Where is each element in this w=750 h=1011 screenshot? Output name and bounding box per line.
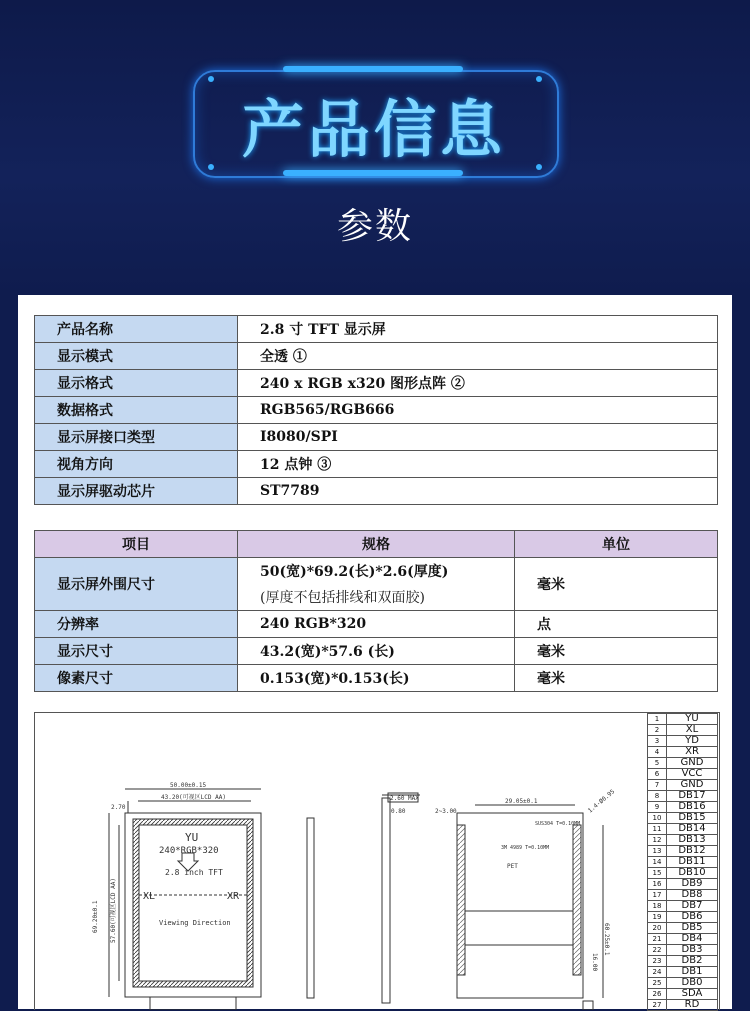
pin-number: 9 — [648, 802, 667, 813]
pin-number: 5 — [648, 758, 667, 769]
screen-label: YU — [185, 831, 199, 844]
thickness-profile — [382, 798, 390, 1003]
pin-row — [648, 967, 718, 978]
pin-row — [648, 780, 718, 791]
pin-number: 23 — [648, 956, 667, 967]
column-header: 规格 — [238, 531, 515, 558]
spec-label: 显示格式 — [35, 370, 238, 397]
spec-value: ST7789 — [238, 478, 718, 505]
dim-text: 43.20(可视区LCD AA) — [161, 794, 226, 801]
dim-item: 显示屏外围尺寸 — [35, 558, 238, 611]
pin-row — [648, 879, 718, 890]
spec-table — [34, 315, 718, 505]
pin-row — [648, 846, 718, 857]
spec-value: RGB565/RGB666 — [238, 397, 718, 424]
pin-row — [648, 945, 718, 956]
pin-number: 26 — [648, 989, 667, 1000]
pin-row — [648, 923, 718, 934]
pin-signal: XL — [667, 725, 718, 736]
spec-value: I8080/SPI — [238, 424, 718, 451]
table-row — [35, 665, 718, 692]
dim-text: 69.20±0.1 — [92, 900, 99, 933]
pin-signal: DB9 — [667, 879, 718, 890]
pin-signal: DB3 — [667, 945, 718, 956]
spec-value: 全透 ① — [238, 343, 718, 370]
dim-unit: 毫米 — [515, 665, 718, 692]
pin-row — [648, 813, 718, 824]
dim-unit: 点 — [515, 611, 718, 638]
content-panel — [18, 295, 732, 1009]
pin-table — [647, 713, 718, 1011]
fpc-tail — [150, 997, 236, 1010]
screen-label: XL — [143, 891, 156, 902]
pin-number: 21 — [648, 934, 667, 945]
pin-signal: RD — [667, 1000, 718, 1011]
pin-signal: GND — [667, 758, 718, 769]
table-row — [35, 638, 718, 665]
pin-signal: DB11 — [667, 857, 718, 868]
dim-text: 29.05±0.1 — [505, 798, 538, 805]
column-header: 单位 — [515, 531, 718, 558]
dim-item: 分辨率 — [35, 611, 238, 638]
table-row — [35, 370, 718, 397]
pin-row — [648, 714, 718, 725]
dim-spec-main: 50(宽)*69.2(长)*2.6(厚度) — [260, 564, 449, 580]
screen-label: 240*RGB*320 — [159, 846, 219, 856]
dim-text: 2~3.00 — [435, 808, 457, 815]
dim-spec — [238, 558, 515, 611]
table-row — [35, 478, 718, 505]
pin-number: 11 — [648, 824, 667, 835]
pin-number: 8 — [648, 791, 667, 802]
spec-value: 240 x RGB x320 图形点阵 ② — [238, 370, 718, 397]
pin-number: 6 — [648, 769, 667, 780]
pin-signal: DB14 — [667, 824, 718, 835]
pin-number: 13 — [648, 846, 667, 857]
pin-signal: DB5 — [667, 923, 718, 934]
page-title: 产品信息 — [241, 93, 506, 166]
screen-label: XR — [227, 891, 240, 902]
spec-label: 显示屏接口类型 — [35, 424, 238, 451]
table-row — [35, 558, 718, 611]
dim-spec: 0.153(宽)*0.153(长) — [238, 665, 515, 692]
side-view-labels — [390, 795, 419, 815]
spec-label: 显示模式 — [35, 343, 238, 370]
dim-text: 60.25±0.1 — [603, 923, 610, 956]
page-subtitle: 参数 — [336, 206, 413, 247]
pin-signal: DB4 — [667, 934, 718, 945]
pin-number: 16 — [648, 879, 667, 890]
pin-number: 15 — [648, 868, 667, 879]
title-glow-top — [283, 66, 463, 72]
side-view — [307, 793, 420, 1003]
table-row — [35, 611, 718, 638]
pin-row — [648, 890, 718, 901]
pin-row — [648, 791, 718, 802]
screen-label: 2.8 inch TFT — [165, 868, 223, 877]
table-row — [35, 424, 718, 451]
dim-unit: 毫米 — [515, 558, 718, 611]
pin-number: 4 — [648, 747, 667, 758]
pin-row — [648, 956, 718, 967]
pin-row — [648, 824, 718, 835]
table-header-row — [35, 531, 718, 558]
pin-row — [648, 835, 718, 846]
pin-number: 19 — [648, 912, 667, 923]
table-row — [35, 397, 718, 424]
spec-value: 2.8 寸 TFT 显示屏 — [238, 316, 718, 343]
dim-unit: 毫米 — [515, 638, 718, 665]
dim-text: 0.80 — [391, 808, 406, 815]
pin-number: 12 — [648, 835, 667, 846]
dim-text: 1.4-Ø0.95 — [586, 788, 617, 815]
drawing-svg — [35, 713, 647, 1010]
pin-number: 3 — [648, 736, 667, 747]
pin-row — [648, 802, 718, 813]
pin-number: 17 — [648, 890, 667, 901]
dim-item: 显示尺寸 — [35, 638, 238, 665]
pin-row — [648, 725, 718, 736]
pin-number: 2 — [648, 725, 667, 736]
spec-value: 12 点钟 ③ — [238, 451, 718, 478]
column-header: 项目 — [35, 531, 238, 558]
pin-row — [648, 989, 718, 1000]
spec-label: 视角方向 — [35, 451, 238, 478]
pin-signal: SDA — [667, 989, 718, 1000]
pin-row — [648, 901, 718, 912]
screen-label: Viewing Direction — [159, 919, 231, 927]
dim-spec-note: (厚度不包括排线和双面胶) — [260, 590, 425, 606]
spec-label: 产品名称 — [35, 316, 238, 343]
table-row — [35, 451, 718, 478]
pin-row — [648, 857, 718, 868]
side-profile — [307, 818, 314, 998]
spec-label: 显示屏驱动芯片 — [35, 478, 238, 505]
dim-spec: 43.2(宽)*57.6 (长) — [238, 638, 515, 665]
pin-number: 22 — [648, 945, 667, 956]
pin-signal: YD — [667, 736, 718, 747]
pin-signal: DB6 — [667, 912, 718, 923]
pin-row — [648, 736, 718, 747]
pin-row — [648, 868, 718, 879]
dim-text: 57.60(可视区LCD AA) — [110, 878, 117, 943]
pin-signal: DB17 — [667, 791, 718, 802]
pin-row — [648, 758, 718, 769]
pin-number: 27 — [648, 1000, 667, 1011]
pin-signal: DB10 — [667, 868, 718, 879]
pin-number: 18 — [648, 901, 667, 912]
title-glow-bottom — [283, 170, 463, 176]
header-banner — [0, 0, 750, 295]
pin-number: 24 — [648, 967, 667, 978]
dim-text: 3M 4989 T=0.10MM — [501, 845, 550, 851]
dim-spec: 240 RGB*320 — [238, 611, 515, 638]
table-row — [35, 343, 718, 370]
dim-text: 2.70 — [111, 804, 126, 811]
dim-text: PET — [507, 863, 518, 870]
pin-signal: DB1 — [667, 967, 718, 978]
pin-signal: DB7 — [667, 901, 718, 912]
pin-signal: YU — [667, 714, 718, 725]
pin-number: 7 — [648, 780, 667, 791]
pin-signal: DB8 — [667, 890, 718, 901]
pin-number: 14 — [648, 857, 667, 868]
pin-signal: GND — [667, 780, 718, 791]
pin-signal: DB13 — [667, 835, 718, 846]
mechanical-drawing — [34, 712, 720, 1010]
pin-signal: DB16 — [667, 802, 718, 813]
back-hatch-left — [457, 825, 465, 975]
dim-text: SUS304 T=0.10MM — [535, 821, 581, 827]
pin-row — [648, 747, 718, 758]
spec-label: 数据格式 — [35, 397, 238, 424]
pin-number: 10 — [648, 813, 667, 824]
pin-signal: DB2 — [667, 956, 718, 967]
pin-row — [648, 769, 718, 780]
pin-signal: XR — [667, 747, 718, 758]
dim-text: 50.00±0.15 — [170, 782, 207, 789]
dim-text: 2.60 MAX — [390, 795, 419, 802]
back-hatch-right — [573, 825, 581, 975]
back-outline — [457, 813, 583, 998]
dim-text: 16.00 — [591, 953, 598, 972]
pin-signal: DB0 — [667, 978, 718, 989]
pin-number: 25 — [648, 978, 667, 989]
pin-signal: DB12 — [667, 846, 718, 857]
pin-number: 20 — [648, 923, 667, 934]
pin-number: 1 — [648, 714, 667, 725]
pin-row — [648, 912, 718, 923]
pin-signal: VCC — [667, 769, 718, 780]
back-view — [457, 805, 603, 1010]
pin-signal: DB15 — [667, 813, 718, 824]
dim-item: 像素尺寸 — [35, 665, 238, 692]
table-row — [35, 316, 718, 343]
pin-row — [648, 934, 718, 945]
dimension-table — [34, 530, 718, 692]
pin-row — [648, 978, 718, 989]
